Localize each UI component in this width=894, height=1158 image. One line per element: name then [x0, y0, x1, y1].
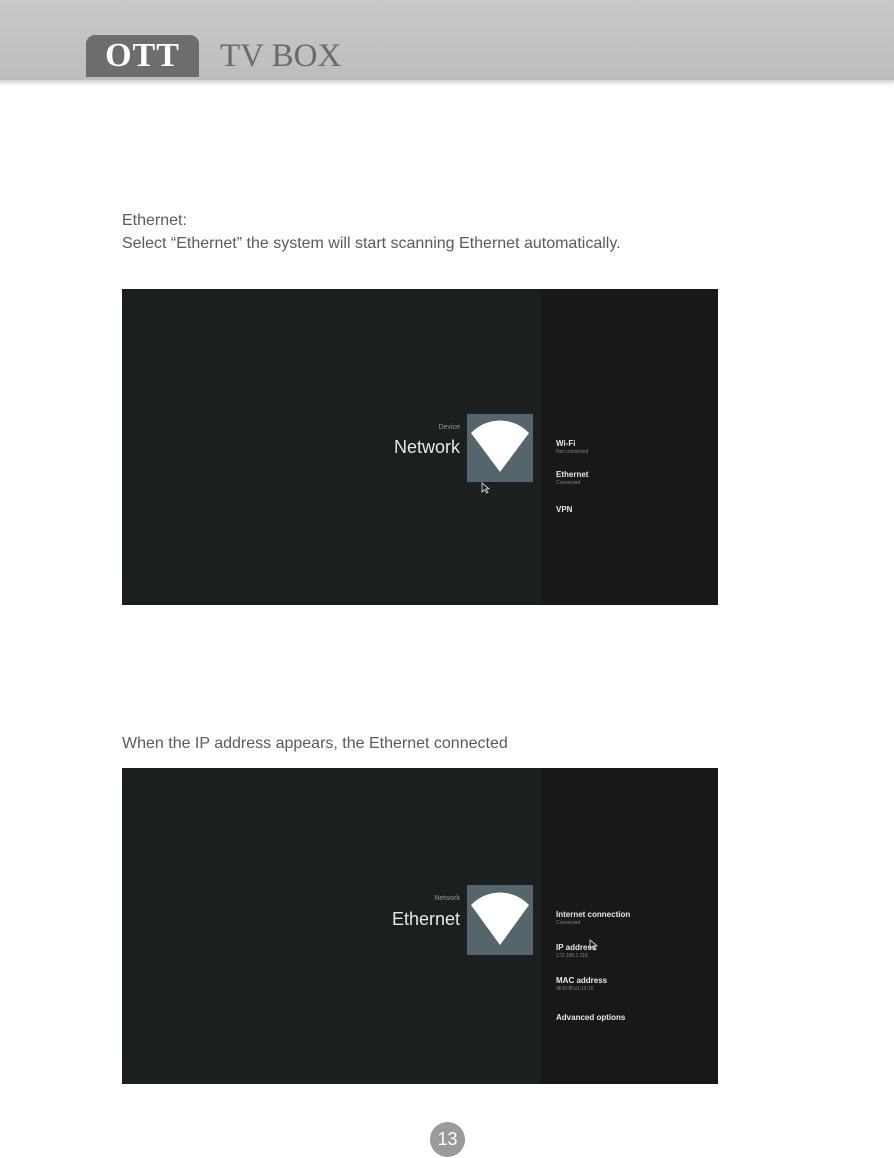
menu-item-status: Not connected — [556, 449, 589, 455]
wifi-icon — [467, 885, 533, 955]
menu-item-ethernet[interactable] — [556, 470, 588, 487]
menu-item-advanced-options[interactable] — [556, 1013, 625, 1023]
logo-text: OTT — [105, 37, 180, 74]
menu-item-label: Wi-Fi — [556, 439, 576, 448]
menu-item-label: Internet connection — [556, 910, 631, 919]
network-icon-tile — [467, 414, 533, 482]
page-number: 13 — [430, 1122, 465, 1157]
menu-item-value: d6:f0:8f:a1:13:16 — [556, 986, 594, 992]
wifi-icon — [467, 414, 533, 482]
page-header — [0, 0, 894, 82]
section-description: When the IP address appears, the Ethernet connected — [122, 735, 508, 752]
menu-item-label: Advanced options — [556, 1013, 626, 1022]
section-heading: Ethernet: — [122, 212, 187, 229]
menu-item-label: IP address — [556, 943, 597, 952]
section-description: Select “Ethernet” the system will start scanning Ethernet automatically. — [122, 235, 621, 252]
menu-item-status: Connected — [556, 480, 581, 486]
breadcrumb: Device — [438, 424, 460, 431]
header-title: TV BOX — [220, 38, 342, 74]
menu-item-mac-address[interactable] — [556, 976, 607, 993]
menu-item-label: VPN — [556, 505, 573, 514]
menu-item-value: 172.168.1.118 — [556, 953, 588, 959]
menu-item-status: Connected — [556, 920, 581, 926]
network-settings-screenshot — [122, 289, 718, 605]
menu-item-vpn[interactable] — [556, 505, 572, 515]
menu-item-internet-connection[interactable] — [556, 910, 630, 927]
ott-logo — [86, 35, 199, 77]
ethernet-settings-screenshot — [122, 768, 718, 1084]
menu-item-label: Ethernet — [556, 470, 589, 479]
menu-item-wifi[interactable] — [556, 439, 588, 456]
mouse-pointer-icon — [589, 939, 598, 951]
screen-title: Network — [393, 437, 460, 457]
ethernet-icon-tile — [467, 885, 533, 955]
mouse-pointer-icon — [481, 482, 490, 494]
menu-item-label: MAC address — [556, 976, 608, 985]
breadcrumb: Network — [434, 895, 460, 902]
screen-title: Ethernet — [391, 909, 460, 929]
